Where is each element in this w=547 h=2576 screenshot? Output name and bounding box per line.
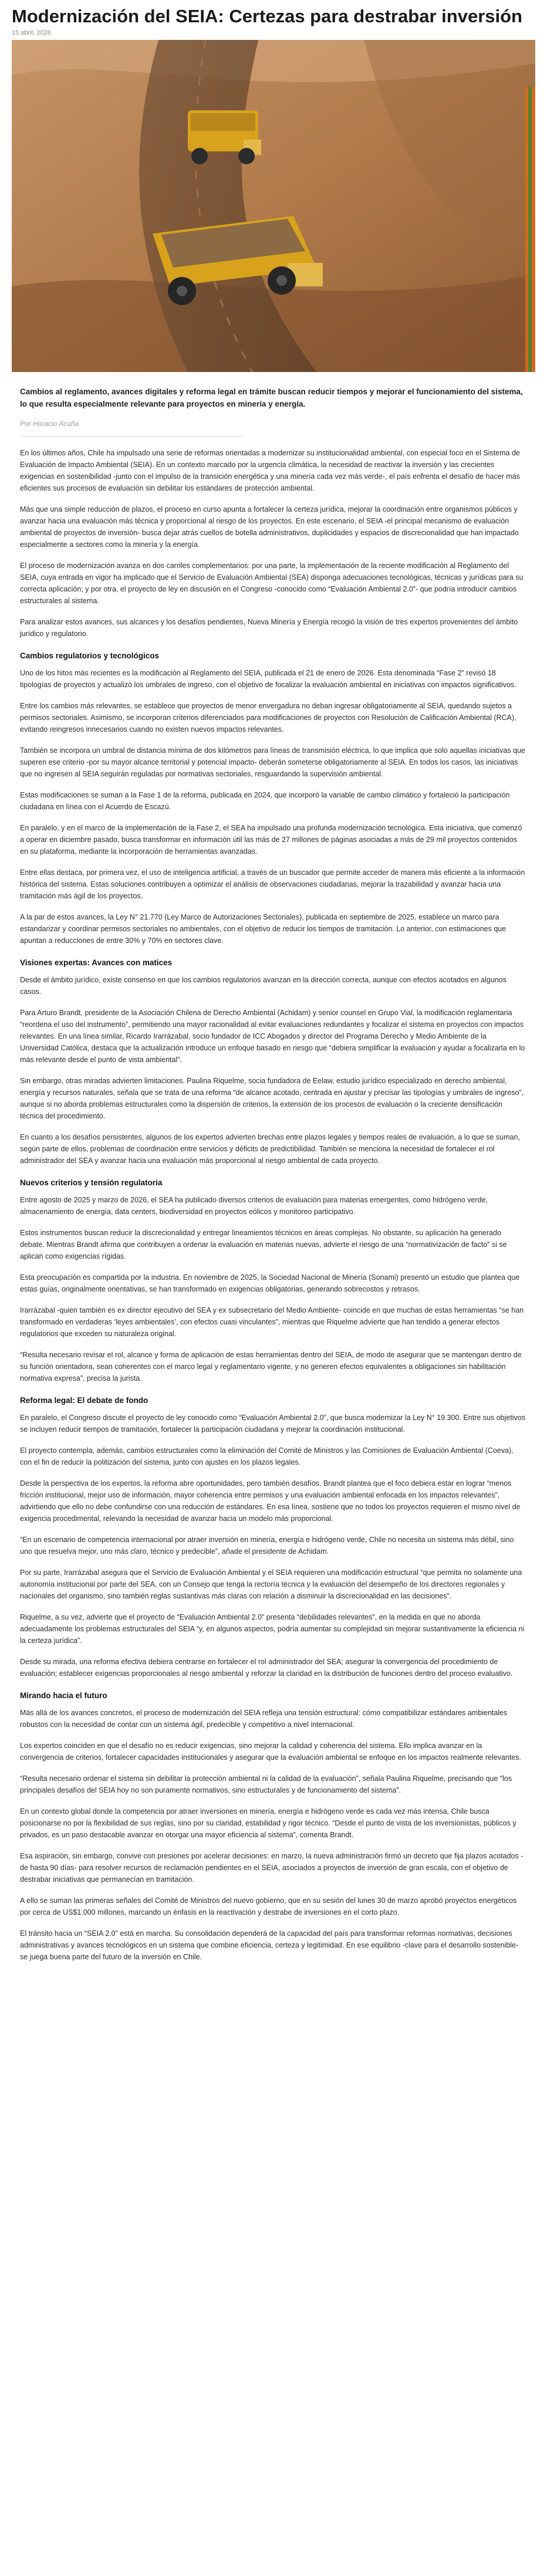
body-paragraph: En paralelo, y en el marco de la implementación de la Fase 2, el SEA ha impulsado una profunda modernización tecnológica. Esta iniciativa, que comenzó a operar en diciembre pasado, busca transformar en información útil las más de 27 millones de páginas asociadas a más de 29 mil proyectos contenidos en su plataforma, mediante la incorporación de herramientas avanzadas.: [20, 824, 522, 856]
section-heading: Reforma legal: El debate de fondo: [20, 1396, 148, 1405]
section-heading: Cambios regulatorios y tecnológicos: [20, 651, 160, 661]
body-paragraph: Desde la perspectiva de los expertos, la reforma abre oportunidades, pero también desafíos. Brandt plantea que el foco debiera estar en lograr “menos fricción institucional, mejor uso de información, mayor coherencia entre permisos y una evaluación ambiental enfocada en los impactos relevantes”, advirtiendo que ello no debe confundirse con una reducción de estándares. En esa línea, sostiene que no todos los proyectos requieren el mismo nivel de exigencia procedimental, relevando la necesidad de avanzar hacia un modelo más proporcional.: [20, 1479, 521, 1523]
body-paragraph: En paralelo, el Congreso discute el proyecto de ley conocido como “Evaluación Ambiental 2.0”, que busca modernizar la Ley N° 19.300. Entre sus objetivos se incluyen reducir tiempos de tramitación, fortalecer la participación ciudadana y mejorar la coordinación institucional.: [20, 1414, 526, 1434]
body-paragraph: Irarrázabal -quien también es ex director ejecutivo del SEA y ex subsecretario del Medio Ambiente- coincide en que muchas de estas herramientas “se han transformado en verdaderas ‘leyes ambientales’, con efectos cuasi vinculantes”, mientras que Riquelme advierte que han tendido a generar efectos regulatorios que exceden su naturaleza original.: [20, 1306, 524, 1338]
body-paragraph: Desde su mirada, una reforma efectiva debiera centrarse en fortalecer el rol administrador del SEA; asegurar la convergencia del procedimiento de evaluación; establecer exigencias proporcionales al riesgo ambiental y reforzar la claridad en la distribución de funciones dentro del proceso evaluativo.: [20, 1658, 513, 1678]
byline-divider: [20, 436, 243, 437]
body-paragraph: Riquelme, a su vez, advierte que el proyecto de “Evaluación Ambiental 2.0” presenta “debilidades relevantes”, en la medida en que no aborda adecuadamente los problemas estructurales del SEIA “y, en algunos aspectos, podría aumentar su complejidad sin mejorar sustantivamente la eficiencia ni la certeza jurídica”.: [20, 1613, 525, 1645]
article-lede: Cambios al reglamento, avances digitales y reforma legal en trámite buscan reducir tiempos y mejorar el funcionamiento del sistema, lo que resulta especialmente relevante para proyectos en minería y energía.: [20, 387, 523, 408]
body-paragraph: Más allá de los avances concretos, el proceso de modernización del SEIA refleja una tensión estructural: cómo compatibilizar estándares ambientales robustos con la necesidad de contar con un sistema ágil, predecible y competitivo a nivel internacional.: [20, 1709, 508, 1729]
article-byline: Por Horacio Acuña: [20, 420, 79, 428]
body-paragraph: También se incorpora un umbral de distancia mínima de dos kilómetros para líneas de transmisión eléctrica, lo que implica que solo aquellas iniciativas que superen ese criterio -por su mayor alcance territorial y potencial impacto- deberán someterse obligatoriamente al SEIA. En todos los casos, las iniciativas que no ingresen al SEIA seguirán reguladas por normativas sectoriales, resguardando la supervisión ambiental.: [20, 746, 525, 779]
body-paragraph: En cuanto a los desafíos persistentes, algunos de los expertos advierten brechas entre plazos legales y tiempos reales de evaluación, a lo que se suman, según parte de ellos, problemas de coordinación entre servicios y déficits de predictibilidad. También se menciona la necesidad de fortalecer el rol administrador del SEA y avanzar hacia una evaluación más proporcional al riesgo ambiental de cada proyecto.: [20, 1133, 520, 1165]
body-paragraph: “En un escenario de competencia internacional por atraer inversión en minería, energía e hidrógeno verde, Chile no necesita un sistema más débil, sino uno que resuelva mejor, uno más claro, técnico y predecible”, añade el presidente de Achidam.: [20, 1536, 514, 1556]
body-paragraph: Esa aspiración, sin embargo, convive con presiones por acelerar decisiones: en marzo, la nueva administración firmó un decreto que fija plazos acotados -de hasta 90 días- para resolver recursos de reclamación pendientes en el SEIA, asociados a proyectos de inversión de gran escala, con el objetivo de destrabar iniciativas que permanecían en tramitación.: [20, 1852, 524, 1884]
mining-truck-photo: [12, 40, 535, 372]
article-content: [12, 386, 535, 1963]
body-paragraph: El tránsito hacia un “SEIA 2.0” está en marcha. Su consolidación dependerá de la capacidad del país para transformar reformas normativas, decisiones administrativas y avances tecnológicos en un sistema que combine eficiencia, certeza y legitimidad. En ese equilibrio -clave para el desarrollo sostenible- se juega buena parte del futuro de la inversión en Chile.: [20, 1929, 519, 1962]
body-paragraph: En un contexto global donde la competencia por atraer inversiones en minería, energía e hidrógeno verde es cada vez más intensa, Chile busca posicionarse no por la flexibilidad de sus reglas, sino por su claridad, estabilidad y rigor técnico. “Desde el punto de vista de los inversionistas, públicos y privados, es un paso destacable avanzar en otorgar una mayor eficiencia al sistema”, comenta Brandt.: [20, 1807, 516, 1840]
body-paragraph: “Resulta necesario revisar el rol, alcance y forma de aplicación de estas herramientas dentro del SEIA, de modo de asegurar que se mantengan dentro de su función orientadora, sean coherentes con el marco legal y reglamentario vigente, y no generen efectos equivalentes a obligaciones sin habilitación normativa expresa”, precisa la jurista.: [20, 1351, 522, 1383]
body-paragraph: Sin embargo, otras miradas advierten limitaciones. Paulina Riquelme, socia fundadora de Eelaw, estudio jurídico especializado en derecho ambiental, energía y recursos naturales, señala que se trata de una reforma “de alcance acotado, centrada en ajustar y precisar las tipologías y umbrales de ingreso”, aunque si no aborda problemas estructurales como la dispersión de criterios, la extensión de los procesos de evaluación o la creciente densificación técnica del procedimiento.: [20, 1077, 524, 1121]
body-paragraph: El proceso de modernización avanza en dos carriles complementarios: por una parte, la implementación de la reciente modificación al Reglamento del SEIA, cuya entrada en vigor ha implicado que el Servicio de Evaluación Ambiental (SEA) disponga adecuaciones tecnológicas, técnicas y jurídicas para su correcta aplicación; y por otra, el proyecto de ley en discusión en el Congreso -conocido como “Evaluación Ambiental 2.0”- que podría introducir cambios estructurales al sistema.: [20, 562, 524, 606]
body-paragraph: Entre ellas destaca, por primera vez, el uso de inteligencia artificial, a través de un buscador que permite acceder de manera más eficiente a la información histórica del sistema. Estas soluciones contribuyen a optimizar el análisis de observaciones ciudadanas, mejorar la trazabilidad y avanzar hacia una tramitación más ágil de los proyectos.: [20, 868, 525, 901]
body-paragraph: Para Arturo Brandt, presidente de la Asociación Chilena de Derecho Ambiental (Achidam) y senior counsel en Grupo Vial, la modificación reglamentaria “reordena el uso del instrumento”, permitiendo una mayor racionalidad al evitar evaluaciones redundantes y focalizar el sistema en proyectos con impactos relevantes. En una línea similar, Ricardo Irarrázabal, socio fundador de ICC Abogados y director del Programa Derecho y Medio Ambiente de la Universidad Católica, destaca que la actualización introduce un enfoque basado en riesgo que “debiera simplificar la evaluación y ayudar a focalizarla en lo más relevante desde el punto de vista ambiental”.: [20, 1009, 525, 1064]
body-paragraph: Más que una simple reducción de plazos, el proceso en curso apunta a fortalecer la certeza jurídica, mejorar la coordinación entre organismos públicos y avanzar hacia una evaluación más técnica y proporcional al riesgo de los proyectos. En este escenario, el SEIA -el principal mecanismo de evaluación ambiental de proyectos de inversión- busca dejar atrás cuellos de botella administrativos, duplicidades y espacios de discrecionalidad que han impactado especialmente a sectores como la minería y la energía.: [20, 505, 519, 549]
body-paragraph: Estas modificaciones se suman a la Fase 1 de la reforma, publicada en 2024, que incorporó la variable de cambio climático y fortaleció la participación ciudadana en línea con el Acuerdo de Escazú.: [20, 791, 510, 812]
body-paragraph: A ello se suman las primeras señales del Comité de Ministros del nuevo gobierno, que en su sesión del lunes 30 de marzo aprobó proyectos energéticos por cerca de US$1.000 millones, marcando un énfasis en la reactivación y destrabe de inversiones en el corto plazo.: [20, 1896, 517, 1917]
hero-image: [12, 40, 535, 372]
body-paragraph: El proyecto contempla, además, cambios estructurales como la eliminación del Comité de Ministros y las Comisiones de Evaluación Ambiental (Coeva), con el fin de reducir la politización del sistema, junto con ajustes en los plazos legales.: [20, 1446, 514, 1467]
body-paragraph: A la par de estos avances, la Ley N° 21.770 (Ley Marco de Autorizaciones Sectoriales), publicada en septiembre de 2025, establece un marco para estandarizar y coordinar permisos sectoriales no ambientales, con el objetivo de reducir los tiempos de tramitación. Lo anterior, con estimaciones que apuntan a reducciones de entre 30% y 70% en sectores clave.: [20, 913, 507, 945]
body-paragraph: Esta preocupación es compartida por la industria. En noviembre de 2025, la Sociedad Nacional de Minería (Sonami) presentó un estudio que plantea que estas guías, originalmente orientativas, se han transformado en exigencias obligatorias, generando sobrecostos y retrasos.: [20, 1273, 520, 1294]
article-date: 15 abril, 2026: [12, 29, 51, 36]
body-paragraph: Los expertos coinciden en que el desafío no es reducir exigencias, sino mejorar la calidad y coherencia del sistema. Ello implica avanzar en la convergencia de criterios, fortalecer capacidades institucionales y asegurar que la evaluación ambiental se enfoque en los impactos realmente relevantes.: [20, 1742, 521, 1762]
article-page: [0, 6, 547, 1963]
section-heading: Nuevos criterios y tensión regulatoria: [20, 1178, 163, 1188]
section-heading: Mirando hacia el futuro: [20, 1691, 107, 1701]
article-body: [20, 447, 527, 1963]
body-paragraph: Desde el ámbito jurídico, existe consenso en que los cambios regulatorios avanzan en la dirección correcta, aunque con efectos acotados en algunos casos.: [20, 976, 507, 996]
body-paragraph: Para analizar estos avances, sus alcances y los desafíos pendientes, Nueva Minería y Energía recogió la visión de tres expertos provenientes del ámbito jurídico y regulatorio.: [20, 618, 518, 638]
body-paragraph: Entre agosto de 2025 y marzo de 2026, el SEA ha publicado diversos criterios de evaluación para materias emergentes, como hidrógeno verde, almacenamiento de energía, data centers, biodiversidad en proyectos eólicos y monitoreo participativo.: [20, 1196, 488, 1216]
body-paragraph: Por su parte, Irarrázabal asegura que el Servicio de Evaluación Ambiental y el SEIA requieren una modificación estructural “que permita no solamente una autonomía institucional por parte del SEA, con un Consejo que tenga la rectoría técnica y la evaluación del desempeño de los directores regionales y nacionales del organismo, sino también reglas sustantivas más claras con relación a disminuir la discrecionalidad en las decisiones”.: [20, 1568, 522, 1601]
body-paragraph: Uno de los hitos más recientes es la modificación al Reglamento del SEIA, publicada el 21 de enero de 2026. Esta denominada “Fase 2” revisó 18 tipologías de proyectos y actualizó los umbrales de ingreso, con el objetivo de focalizar la evaluación ambiental en iniciativas con impactos significativos.: [20, 669, 516, 689]
body-paragraph: Entre los cambios más relevantes, se establece que proyectos de menor envergadura no deban ingresar obligatoriamente al SEIA, quedando sujetos a permisos sectoriales. Asimismo, se incorporan criterios diferenciados para modificaciones de proyectos con Resolución de Calificación Ambiental (RCA), evitando reingresos innecesarios cuando no existen nuevos impactos relevantes.: [20, 702, 516, 734]
body-paragraph: “Resulta necesario ordenar el sistema sin debilitar la protección ambiental ni la calidad de la evaluación”, señala Paulina Riquelme, precisando que “los principales desafíos del SEIA hoy no son puramente normativos, sino estructurales y de funcionamiento del sistema”.: [20, 1774, 512, 1795]
article-title: Modernización del SEIA: Certezas para destrabar inversión: [12, 6, 522, 26]
body-paragraph: En los últimos años, Chile ha impulsado una serie de reformas orientadas a modernizar su institucionalidad ambiental, con especial foco en el Sistema de Evaluación de Impacto Ambiental (SEIA). En un contexto marcado por la urgencia climática, la necesidad de reactivar la inversión y las crecientes exigencias en sostenibilidad -junto con el impulso de la transición energética y una minería cada vez más verde-, el país enfrenta el desafío de hacer más eficientes sus procesos de evaluación sin debilitar los estándares de protección ambiental.: [20, 449, 520, 493]
section-heading: Visiones expertas: Avances con matices: [20, 958, 173, 968]
body-paragraph: Estos instrumentos buscan reducir la discrecionalidad y entregar lineamientos técnicos en áreas complejas. No obstante, su aplicación ha generado debate. Mientras Brandt afirma que contribuyen a ordenar la evaluación en materias nuevas, advierte el riesgo de una “normativización de facto” si se aplican como exigencias rígidas.: [20, 1229, 507, 1261]
